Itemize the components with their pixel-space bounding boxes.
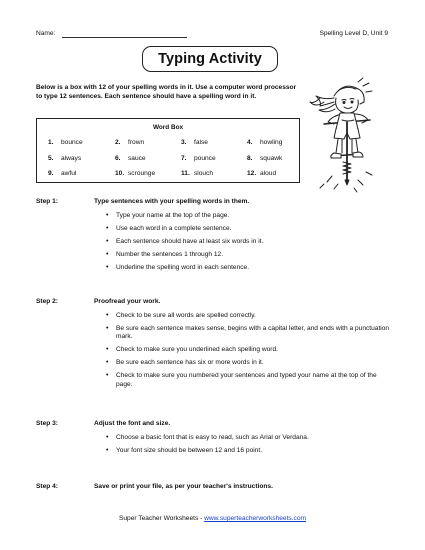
word-item bbox=[181, 170, 247, 177]
word-number: 8. bbox=[247, 154, 253, 162]
word-text: always bbox=[61, 154, 82, 162]
step-heading: Save or print your file, as per your teacher's instructions. bbox=[94, 483, 273, 490]
word-number: 2. bbox=[115, 139, 121, 146]
word-number: 1. bbox=[48, 139, 54, 146]
bullet-item: • Use each word in a complete sentence. bbox=[106, 225, 390, 234]
word-text: false bbox=[194, 139, 208, 146]
step-label: Step 1: bbox=[36, 198, 58, 205]
bullet-item: • Number the sentences 1 through 12. bbox=[106, 251, 390, 260]
word-item bbox=[48, 170, 115, 177]
name-line bbox=[62, 37, 187, 38]
word-text: slouch bbox=[194, 170, 214, 177]
step-heading: Type sentences with your spelling words in them. bbox=[94, 198, 250, 205]
word-text: aloud bbox=[260, 170, 277, 177]
word-box bbox=[36, 118, 300, 183]
step-label: Step 4: bbox=[36, 483, 58, 490]
bullet-item: • Type your name at the top of the page. bbox=[106, 212, 390, 221]
word-item bbox=[181, 155, 247, 162]
word-number: 4. bbox=[247, 139, 253, 146]
word-text: bounce bbox=[61, 139, 83, 146]
intro-text: Below is a box with 12 of your spelling words in it. Use a computer word processor to type 12 sentences. Each sentence should have a spelling word in it. bbox=[36, 84, 297, 101]
step-bullets bbox=[106, 312, 390, 394]
word-item bbox=[247, 139, 307, 146]
bullet-item: • Check to be sure all words are spelled correctly. bbox=[106, 312, 390, 321]
bullet-item: • Your font size should be between 12 and 16 point. bbox=[106, 447, 390, 456]
word-number: 7. bbox=[181, 154, 187, 162]
word-grid bbox=[48, 139, 298, 177]
word-item bbox=[181, 139, 247, 146]
word-text: awful bbox=[61, 170, 77, 177]
word-text: sauce bbox=[128, 154, 146, 162]
word-box-title: Word Box bbox=[152, 124, 184, 131]
word-item bbox=[247, 170, 307, 177]
word-number: 3. bbox=[181, 139, 187, 146]
bullet-item: • Each sentence should have at least six words in it. bbox=[106, 238, 390, 247]
word-text: howling bbox=[260, 139, 283, 146]
word-item bbox=[115, 155, 181, 162]
name-label: Name: bbox=[36, 30, 56, 37]
word-number: 5. bbox=[48, 154, 54, 162]
word-number: 11. bbox=[181, 170, 190, 177]
footer bbox=[0, 515, 425, 522]
step-label: Step 2: bbox=[36, 298, 58, 305]
step-bullets bbox=[106, 434, 390, 460]
step-heading: Adjust the font and size. bbox=[94, 420, 171, 427]
word-item bbox=[115, 139, 181, 146]
bullet-item: • Check to make sure you underlined each spelling word. bbox=[106, 346, 390, 355]
pogo-stick-girl-illustration bbox=[306, 76, 386, 194]
word-item bbox=[115, 170, 181, 177]
bullet-item: • Check to make sure you numbered your sentences and typed your name at the top of the page. bbox=[106, 372, 390, 389]
word-number: 12. bbox=[247, 170, 257, 177]
title-box bbox=[142, 46, 278, 72]
step-label: Step 3: bbox=[36, 420, 58, 427]
word-number: 10. bbox=[115, 170, 125, 177]
word-item bbox=[48, 155, 115, 162]
bullet-item: • Underline the spelling word in each sentence. bbox=[106, 264, 390, 273]
word-number: 9. bbox=[48, 170, 54, 177]
word-item bbox=[48, 139, 115, 146]
footer-link[interactable]: www.superteacherworksheets.com bbox=[204, 515, 307, 522]
footer-text: Super Teacher Worksheets - bbox=[118, 515, 205, 522]
spelling-level: Spelling Level D, Unit 9 bbox=[319, 30, 388, 37]
word-text: scrounge bbox=[128, 170, 156, 177]
step-heading: Proofread your work. bbox=[94, 298, 161, 305]
bullet-item: • Be sure each sentence has six or more words in it. bbox=[106, 359, 390, 368]
word-item bbox=[247, 155, 307, 162]
word-text: frown bbox=[128, 139, 145, 146]
page-title: Typing Activity bbox=[158, 51, 262, 67]
word-text: squawk bbox=[260, 154, 283, 162]
bullet-item: • Be sure each sentence makes sense, begins with a capital letter, and ends with a punctuation mark. bbox=[106, 325, 390, 342]
bullet-item: • Choose a basic font that is easy to read, such as Arial or Verdana. bbox=[106, 434, 390, 443]
word-text: pounce bbox=[194, 154, 216, 162]
word-number: 6. bbox=[115, 154, 121, 162]
step-bullets bbox=[106, 212, 390, 276]
